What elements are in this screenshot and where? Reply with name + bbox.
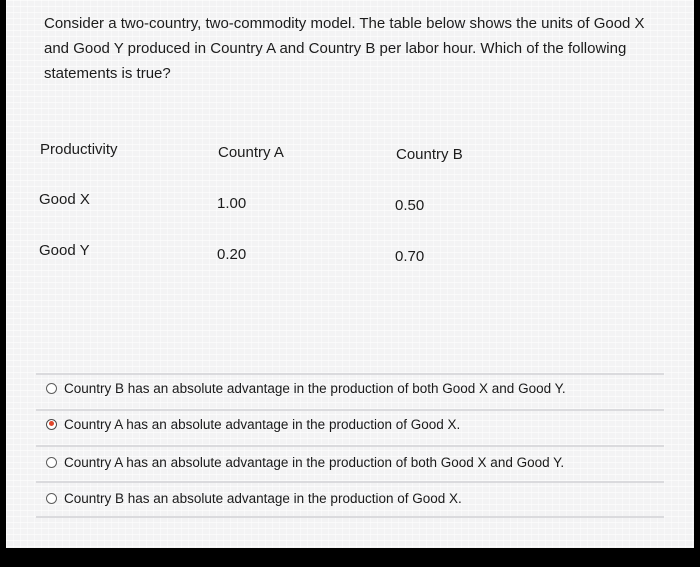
- radio-button-icon[interactable]: [46, 493, 57, 504]
- header-country-b: Country B: [396, 146, 463, 163]
- divider: [36, 445, 664, 447]
- divider: [36, 409, 664, 411]
- good-x-country-a-value: 1.00: [217, 195, 247, 212]
- header-productivity: Productivity: [40, 141, 118, 158]
- option-2[interactable]: [46, 414, 460, 434]
- question-text: Consider a two-country, two-commodity model. The table below shows the units of Good X and Good Y produced in Country A and Country B per labor hour. Which of the following statements is true?: [44, 15, 645, 82]
- good-x-country-b-value: 0.50: [395, 197, 425, 214]
- option-4[interactable]: [46, 488, 462, 508]
- good-y-country-a-value: 0.20: [217, 246, 247, 263]
- radio-button-selected-icon[interactable]: [46, 419, 57, 430]
- option-4-label: Country B has an absolute advantage in the production of Good X.: [64, 490, 462, 506]
- radio-button-icon[interactable]: [46, 457, 57, 468]
- option-3-label: Country A has an absolute advantage in the production of both Good X and Good Y.: [64, 454, 565, 470]
- option-1-label: Country B has an absolute advantage in the production of both Good X and Good Y.: [64, 380, 566, 396]
- radio-button-icon[interactable]: [46, 383, 57, 394]
- option-2-label: Country A has an absolute advantage in the production of Good X.: [64, 416, 461, 432]
- good-y-country-b-value: 0.70: [395, 248, 425, 265]
- row-label-good-y: Good Y: [39, 242, 90, 259]
- question-panel: [6, 0, 694, 548]
- option-3[interactable]: [46, 452, 564, 472]
- header-country-a: Country A: [218, 144, 284, 161]
- option-1[interactable]: [46, 378, 566, 398]
- divider: [36, 373, 664, 375]
- divider: [36, 481, 664, 483]
- row-label-good-x: Good X: [39, 191, 90, 208]
- divider: [36, 516, 664, 518]
